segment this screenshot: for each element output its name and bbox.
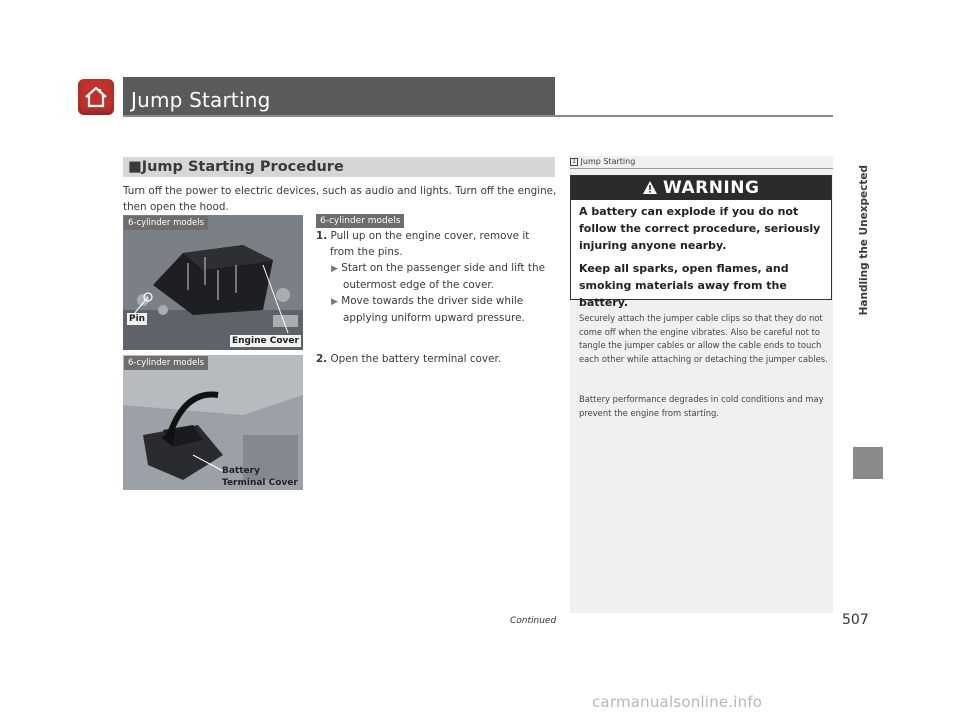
watermark: carmanualsonline.info — [592, 693, 763, 711]
arrow-right-icon: ▶ — [331, 264, 338, 274]
step-text: Open the battery terminal cover. — [330, 353, 502, 365]
step-bullet-text: Start on the passenger side and lift the outermost edge of the cover. — [341, 262, 545, 291]
arrow-right-icon: ▶ — [331, 297, 338, 307]
note-marker-icon: 1 — [570, 158, 578, 166]
step-text: Pull up on the engine cover, remove it from the pins. — [330, 230, 530, 258]
side-heading — [570, 157, 635, 166]
step-bullet-text: Move towards the driver side while applying uniform upward pressure. — [341, 295, 525, 324]
title-underline — [123, 115, 833, 117]
pin-callout: Pin — [129, 314, 146, 324]
engine-cover-callout: Engine Cover — [232, 336, 299, 346]
battery-callout-line1: Battery — [222, 466, 260, 476]
side-heading-line — [570, 168, 833, 169]
model-tag: 6-cylinder models — [124, 216, 208, 230]
engine-cover-photo — [123, 215, 303, 350]
page-title: Jump Starting — [131, 88, 271, 112]
chapter-tab-label: Handling the Unexpected — [858, 165, 870, 316]
side-note-2: Battery performance degrades in cold conditions and may prevent the engine from starting. — [579, 394, 824, 418]
warning-header — [571, 176, 831, 200]
home-icon — [78, 79, 114, 115]
warning-title: WARNING — [662, 178, 760, 198]
engine-bay-illustration — [123, 215, 303, 350]
warning-text-2: Keep all sparks, open flames, and smoking materials away from the battery. — [579, 262, 789, 309]
battery-callout — [220, 465, 300, 489]
step-number: 2. — [316, 353, 328, 365]
model-tag: 6-cylinder models — [124, 356, 208, 370]
warning-text-1: A battery can explode if you do not follow the correct procedure, seriously injuring anyone nearby. — [579, 205, 821, 252]
page-number: 507 — [842, 612, 869, 628]
side-heading-text: Jump Starting — [580, 157, 636, 166]
home-button[interactable] — [78, 79, 114, 115]
battery-callout-line2: Terminal Cover — [222, 478, 298, 488]
step-1 — [316, 228, 556, 326]
chapter-tab-marker — [853, 447, 883, 479]
steps-model-tag: 6-cylinder models — [316, 214, 404, 228]
side-note-1: Securely attach the jumper cable clips so that they do not come off when the engine vibrates. Also be careful not to tangle the jumper cables or allow the cable ends to touch each other while attaching or detaching the jumper cables. — [579, 313, 828, 364]
section-title: ■Jump Starting Procedure — [128, 159, 344, 175]
step-2 — [316, 351, 556, 367]
continued-label: Continued — [510, 616, 557, 626]
warning-triangle-icon — [643, 178, 663, 198]
step-number: 1. — [316, 230, 328, 242]
intro-text: Turn off the power to electric devices, such as audio and lights. Turn off the engine, then open the hood. — [123, 185, 557, 213]
